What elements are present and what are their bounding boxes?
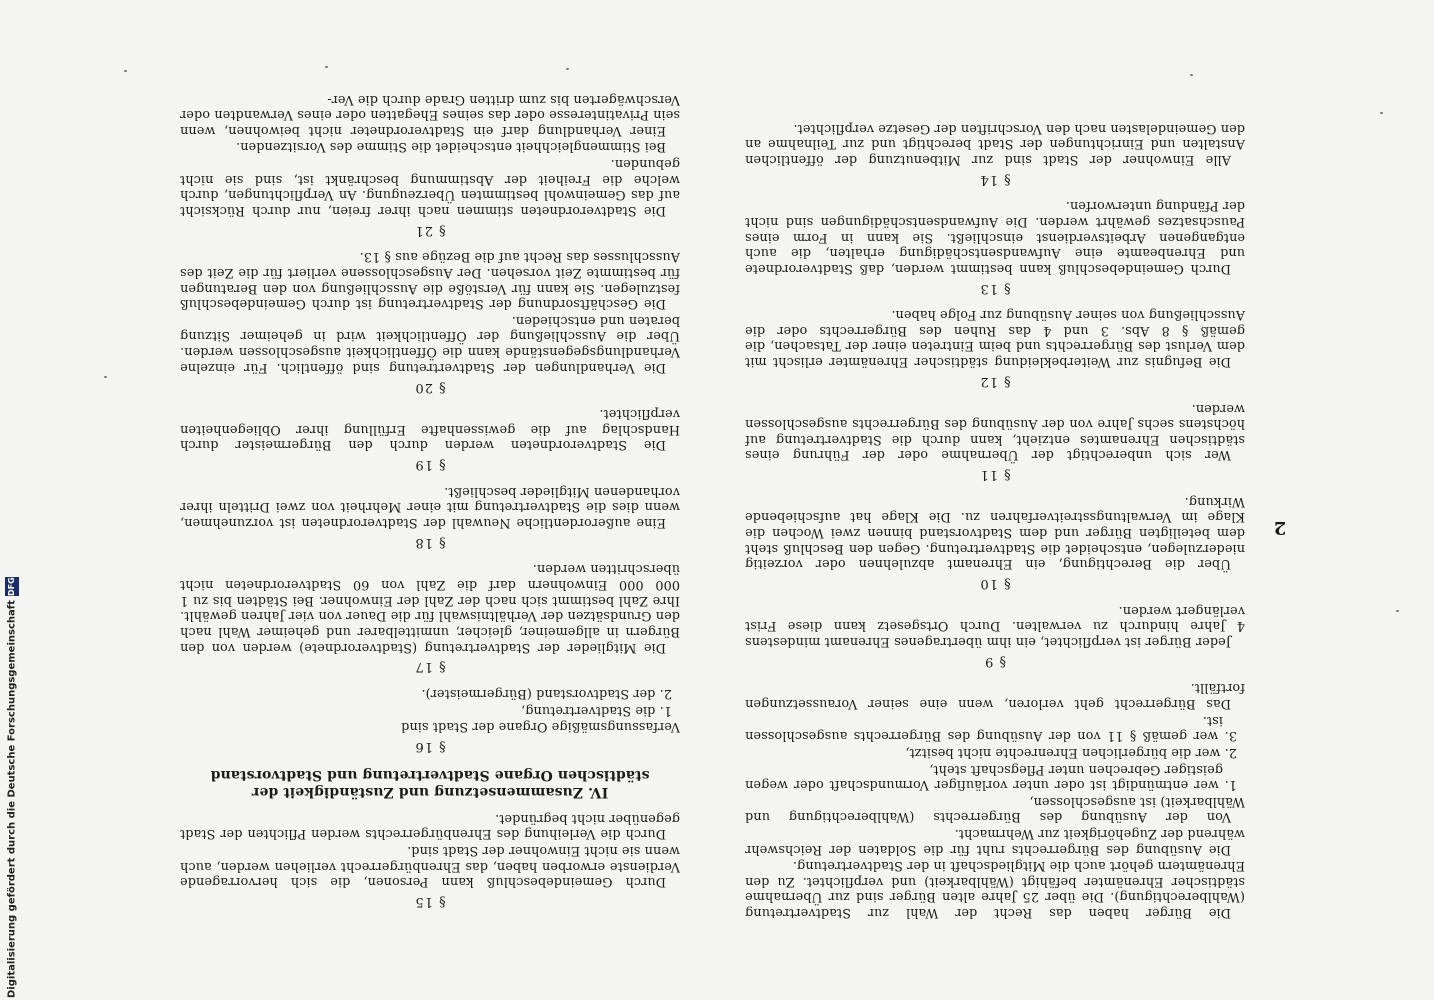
paragraph: Die Geschäftsordnung der Stadtvertretung ist durch Gemeindebeschluß festzulegen. Sie kann für Verstöße die Ausschließung von den Beratungen für bestimmte Zeit vorsehen. Der Ausgeschlossene verliert für die Zeit des Ausschlusses das Recht auf die Bezüge aus § 13.: [180, 249, 680, 312]
dfg-logo: DFG: [5, 577, 19, 596]
list-item: 1. wer entmündigt ist oder unter vorläufiger Vormundschaft oder wegen geistiger Gebrechen unter Pflegschaft steht,: [745, 761, 1237, 793]
section-title-19: § 19: [414, 457, 446, 473]
paragraph: Die Stadtverordneten werden durch den Bürgermeister durch Handschlag auf die gewissenhafte Erfüllung ihrer Obliegenheiten verpflichtet.: [180, 406, 680, 453]
paragraph: Das Bürgerrecht geht verloren, wenn eine seiner Voraussetzungen fortfällt.: [745, 680, 1245, 712]
document-page: [150, 0, 1300, 1000]
paragraph: Von der Ausübung des Bürgerrechts (Wahlberechtigung und Wählbarkeit) ist ausgeschlossen,: [745, 793, 1245, 825]
scan-speck: [1380, 112, 1383, 114]
paragraph: Über die Berechtigung, ein Ehrenamt abzulehnen oder vorzeitig niederzulegen, entscheidet die Stadtvertretung. Gegen den Beschluß steht dem beteiligten Bürger und dem Stadtvorstand binnen zwei Wochen die Klage im Verwaltungsstreitverfahren zu. Die Klage hat aufschiebende Wirkung.: [745, 493, 1245, 572]
paragraph: Durch Gemeindebeschluß kann Personen, die sich hervorragende Verdienste erworben haben, das Ehrenbürgerrecht verliehen werden, auch wenn sie nicht Einwohner der Stadt sind.: [180, 842, 680, 890]
section-title-18: § 18: [414, 534, 446, 550]
paragraph: Die Verhandlungen der Stadtvertretung sind öffentlich. Für einzelne Verhandlungsgegenstände kann die Öffentlichkeit ausgeschlossen werden. Über die Ausschließung der Öffentlichkeit wird in geheimer Sitzung beraten und entschieden.: [180, 312, 680, 375]
paragraph: Bei Stimmengleichheit entscheidet die Stimme des Vorsitzenden.: [235, 139, 666, 155]
paragraph: Alle Einwohner der Stadt sind zur Mitbenutzung der öffentlichen Anstalten und Einrichtungen der Stadt berechtigt und zur Teilnahme an den Gemeindelasten nach den Vorschriften der Gesetze verpflichtet.: [745, 120, 1245, 167]
column-right: [180, 40, 680, 920]
column-left: [745, 40, 1245, 920]
section-title-13: § 13: [979, 280, 1011, 296]
credit-text: Digitalisierung gefördert durch die Deutsche Forschungsgemeinschaft: [6, 600, 18, 998]
chapter-title: IV. Zusammensetzung und Zuständigkeit der städtischen Organe Stadtvertretung und Stadtvorstand: [210, 766, 650, 801]
paragraph: Wer sich unberechtigt der Übernahme oder der Führung eines städtischen Ehrenamtes entzieht, kann durch die Stadtvertretung auf höchstens sechs Jahre von der Ausübung des Bürgerrechts ausgeschlossen werden.: [745, 400, 1245, 463]
page-number: 2: [1273, 517, 1287, 538]
section-title-11: § 11: [979, 467, 1011, 483]
paragraph: Durch die Verleihung des Ehrenbürgerrechts werden Pflichten der Stadt gegenüber nicht begründet.: [180, 810, 680, 842]
paragraph: Die Befugnis zur Weiterbekleidung städtischer Ehrenämter erlischt mit dem Verlust des Bürgerrechts und beim Eintreten einer der Tatsachen, die gemäß § 8 Abs. 3 und 4 das Ruhen des Bürgerrechts oder die Ausschließung von seiner Ausübung zur Folge haben.: [745, 307, 1245, 370]
scan-speck: [104, 376, 107, 378]
section-title-12: § 12: [979, 373, 1011, 389]
paragraph: Die Bürger haben das Recht der Wahl zur Stadtvertretung (Wahlberechtigung). Die über 25 Jahre alten Bürger sind zur Übernahme städtischer Ehrenämter befähigt (Wählbarkeit) und verpflichtet. Zu den Ehrenämtern gehört auch die Mitgliedschaft in der Stadtvertretung.: [745, 858, 1245, 920]
paragraph: Verfassungsmäßige Organe der Stadt sind: [401, 719, 680, 735]
section-title-15: § 15: [414, 894, 446, 909]
section-title-20: § 20: [414, 379, 446, 395]
section-title-14: § 14: [979, 171, 1011, 187]
section-title-16: § 16: [414, 739, 446, 755]
list-item: 3. wer gemäß § 11 von der Ausübung des Bürgerrechts ausgeschlossen ist.: [745, 712, 1237, 744]
scan-speck: [1396, 610, 1399, 612]
section-title-17: § 17: [414, 659, 446, 675]
paragraph: Die Stadtverordneten stimmen nach ihrer freien, nur durch Rücksicht auf das Gemeinwohl bestimmten Überzeugung. An Verpflichtungen, durch welche die Freiheit der Abstimmung beschränkt ist, sind sie nicht gebunden.: [180, 156, 680, 218]
list-item: 2. wer die bürgerlichen Ehrenrechte nicht besitzt,: [905, 744, 1237, 760]
paragraph: Durch Gemeindebeschluß kann bestimmt werden, daß Stadtverordnete und Ehrenbeamte eine Aufwandsentschädigung erhalten, die auch entgangenen Arbeitsverdienst einschließt. Sie kann in Form eines Pauschsatzes gewährt werden. Die Aufwandsentschädigungen sind nicht der Pfändung unterworfen.: [745, 198, 1245, 276]
paragraph: Die Ausübung des Bürgerrechts ruht für die Soldaten der Reichswehr während der Zugehörigkeit zur Wehrmacht.: [745, 825, 1245, 857]
paragraph: Die Mitglieder der Stadtvertretung (Stadtverordnete) werden von den Bürgern in allgemeiner, gleicher, unmittelbarer und geheimer Wahl nach den Grundsätzen der Verhältniswahl für die Dauer von vier Jahren gewählt. Ihre Zahl bestimmt sich nach der Zahl der Einwohner. Bei Städten bis zu 1 000 000 Einwohnern darf die Zahl von 60 Stadtverordneten nicht überschritten werden.: [180, 561, 680, 655]
list-item: 2. der Stadtvorstand (Bürgermeister).: [421, 686, 672, 702]
digitization-credit: [2, 577, 22, 998]
paragraph: Einer Verhandlung darf ein Stadtverordneter nicht beiwohnen, wenn sein Privatinteresse oder das seines Ehegatten oder eines Verwandten oder Verschwägerten bis zum dritten Grade durch die Ver-: [180, 91, 680, 138]
paragraph: Jeder Bürger ist verpflichtet, ein ihm übertragenes Ehrenamt mindestens 4 Jahre hindurch zu verwalten. Durch Ortsgesetz kann diese Frist verlängert werden.: [745, 602, 1245, 649]
list-item: 1. die Stadtvertretung,: [520, 702, 672, 718]
section-title-9: § 9: [984, 653, 1006, 669]
section-title-21: § 21: [414, 222, 446, 238]
scan-speck: [124, 70, 127, 72]
paragraph: Eine außerordentliche Neuwahl der Stadtverordneten ist vorzunehmen, wenn dies die Stadtvertretung mit einer Mehrheit von zwei Dritteln ihrer vorhandenen Mitglieder beschließt.: [180, 483, 680, 531]
section-title-10: § 10: [979, 576, 1011, 592]
